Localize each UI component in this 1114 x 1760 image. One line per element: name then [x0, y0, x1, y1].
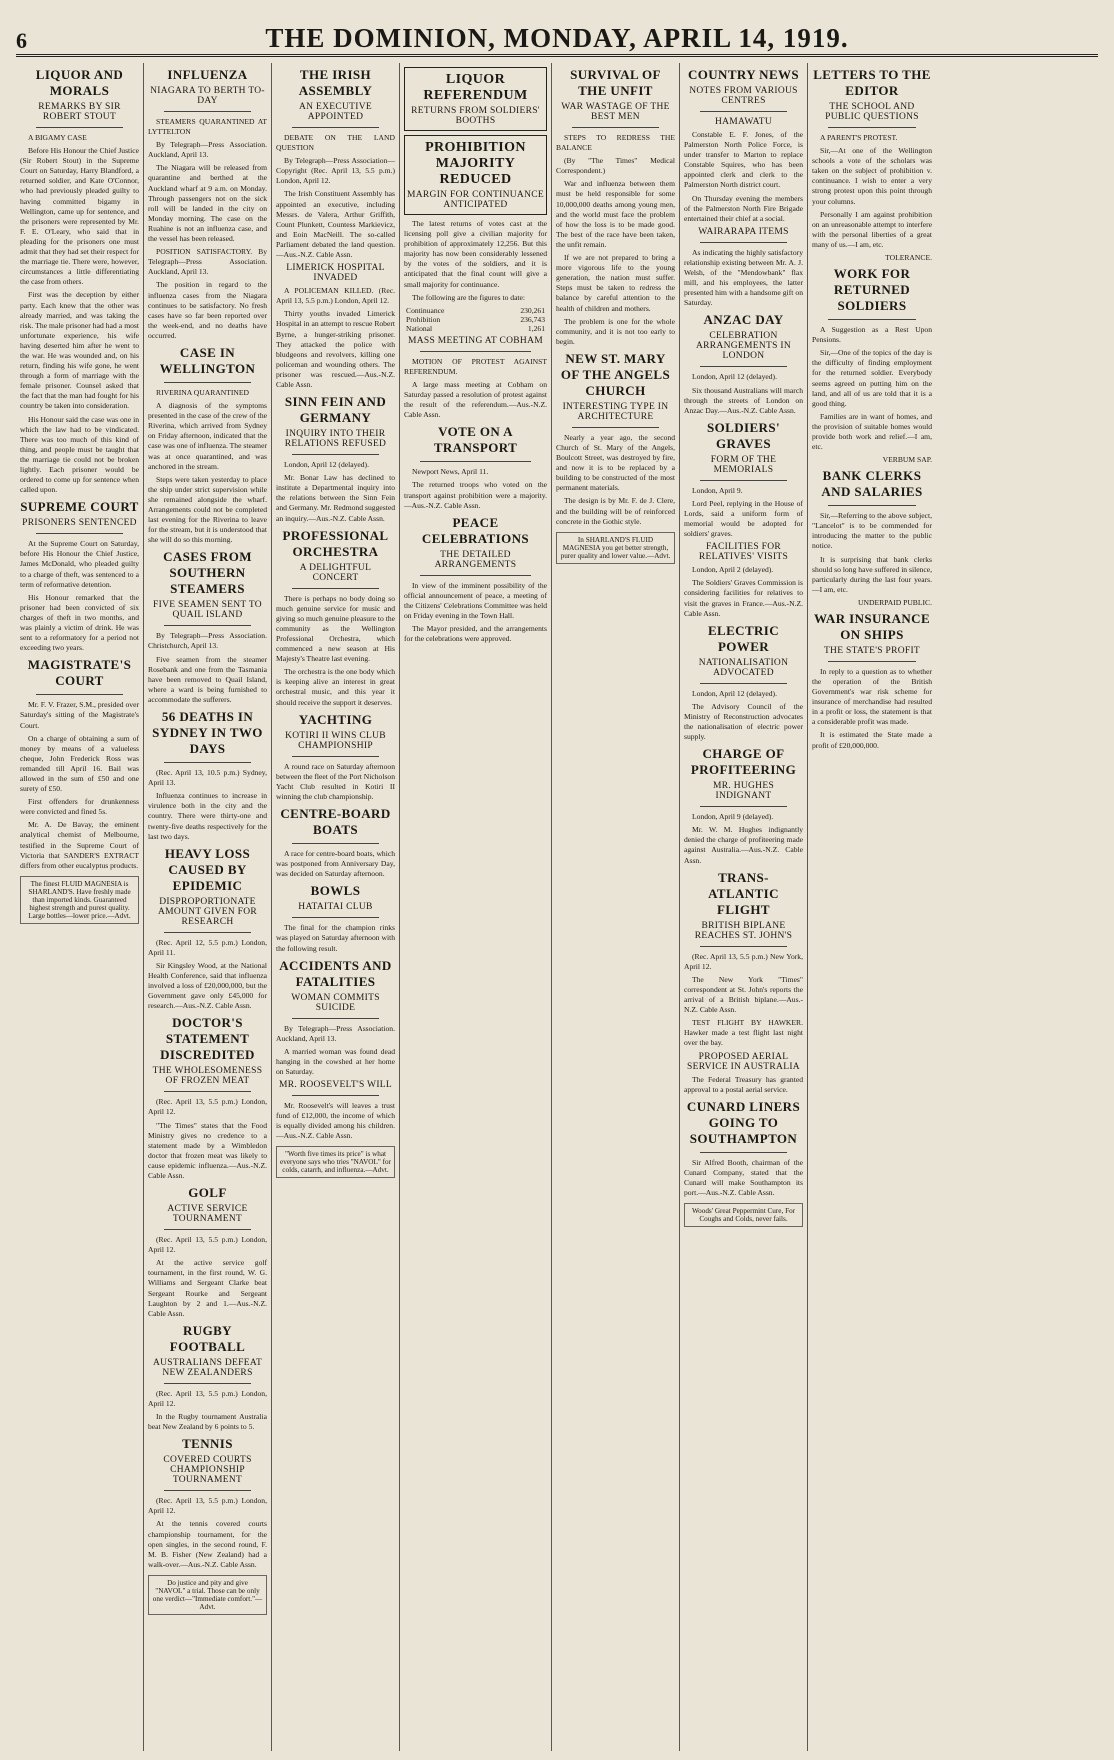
divider: [700, 1152, 787, 1153]
article-paragraph: The returned troops who voted on the transport against prohibition were a majority.—Aus.-N.Z. Cable Assn.: [404, 480, 547, 510]
article-paragraph: The Advisory Council of the Ministry of Reconstruction advocates the nationalisation of electric power supply.: [684, 701, 803, 742]
article-paragraph: POSITION SATISFACTORY. By Telegraph—Press Association. Auckland, April 13.: [148, 247, 267, 277]
article-paragraph: (Rec. April 13, 5.5 p.m.) London, April 12.: [148, 1388, 267, 1408]
article-paragraph: London, April 12 (delayed).: [692, 372, 777, 382]
divider: [420, 351, 531, 352]
vote-label: National: [406, 323, 433, 333]
article-subheadline: MR. ROOSEVELT'S WILL: [278, 1080, 392, 1091]
article-paragraph: Lord Peel, replying in the House of Lords, said a uniform form of memorial would be adopted for soldiers' graves.: [684, 498, 803, 539]
article-headline: LIQUOR REFERENDUM: [423, 72, 528, 103]
article-paragraph: A POLICEMAN KILLED. (Rec. April 13, 5.5 p.m.) London, April 12.: [276, 286, 395, 306]
divider: [36, 127, 123, 128]
article-subheadline: BRITISH BIPLANE REACHES ST. JOHN'S: [694, 920, 793, 941]
article-paragraph: The Soldiers' Graves Commission is considering facilities for relatives to visit the graves in France.—Aus.-N.Z. Cable Assn.: [684, 578, 803, 618]
letter-signature: TOLERANCE.: [885, 253, 932, 263]
article-paragraph: Sir Kingsley Wood, at the National Health Conference, said that influenza involved a loss of £20,000,000, but the Government gave only £45,000 for research.—Aus.-N.Z. Cable Assn.: [148, 960, 267, 1011]
divider: [420, 461, 531, 462]
article-subheadline: WAR WASTAGE OF THE BEST MEN: [561, 102, 670, 122]
article-subheadline: REMARKS BY SIR ROBERT STOUT: [38, 102, 121, 122]
vote-row: [404, 324, 547, 333]
divider: [164, 625, 251, 626]
article-subheadline: PROPOSED AERIAL SERVICE IN AUSTRALIA: [687, 1051, 800, 1072]
divider: [292, 756, 379, 757]
article-subheadline: FACILITIES FOR RELATIVES' VISITS: [698, 542, 789, 563]
article-paragraph: The Federal Treasury has granted approval to a postal aerial service.: [684, 1074, 803, 1094]
article-subheadline: THE DETAILED ARRANGEMENTS: [434, 549, 517, 570]
newspaper-title: THE DOMINION, MONDAY, APRIL 14, 1919.: [265, 23, 849, 53]
divider: [700, 806, 787, 807]
article-subheadline: WAIRARAPA ITEMS: [698, 226, 789, 237]
article-paragraph: The orchestra is the one body which is keeping alive an interest in great orchestral music, and this year it should receive the support it deserves.: [276, 667, 395, 707]
article-headline: MAGISTRATE'S COURT: [27, 657, 132, 689]
article-paragraph: London, April 12 (delayed).: [692, 688, 777, 698]
article-paragraph: A round race on Saturday afternoon between the fleet of the Port Nicholson Yacht Club resulted in Kotiri II winning the club championship.: [276, 761, 395, 801]
article-paragraph: A married woman was found dead hanging in the cowshed at her home on Saturday.: [276, 1046, 395, 1076]
divider: [572, 127, 659, 128]
column-5: [552, 63, 680, 1751]
article-paragraph: Sir Alfred Booth, chairman of the Cunard Company, stated that the Cunard will make Southampton its port.—Aus.-N.Z. Cable Assn.: [684, 1157, 803, 1197]
article-paragraph: "The Times" states that the Food Ministry gives no credence to a statement made by a Wimbledon doctor that frozen meat was likely to cause epidemic influenza.—Aus.-N.Z. Cable Assn.: [148, 1120, 267, 1180]
page-number: 6: [16, 28, 27, 53]
article-paragraph: Sir,—Referring to the above subject, "Lancelot" is to be commended for introducing the matter to the public notice.: [812, 511, 932, 551]
column-2: [144, 63, 272, 1751]
article-paragraph: The following are the figures to date:: [412, 292, 526, 302]
article-headline: TENNIS: [182, 1436, 233, 1452]
article-subheadline: MARGIN FOR CONTINUANCE ANTICIPATED: [407, 190, 544, 210]
article-subheadline: KOTIRI II WINS CLUB CHAMPIONSHIP: [285, 730, 386, 751]
article-paragraph: Mr. Roosevelt's will leaves a trust fund of £12,000, the income of which is equally divided among his children.—Aus.-N.Z. Cable Assn.: [276, 1101, 395, 1141]
article-headline: CASES FROM SOUTHERN STEAMERS: [163, 549, 252, 597]
article-paragraph: The Niagara will be released from quarantine and berthed at the Auckland wharf at 9 a.m. on Monday. Through passengers not on the sick roll will be landed in the city on Monday morning. The case on the Ruahine is not an influenza case, and the vessel has been released.: [148, 163, 267, 244]
columns: [16, 63, 1098, 1751]
article-paragraph: As indicating the highly satisfactory relationship existing between Mr. A. J. Welsh, of the "Mendowbank" flax mill, and his employees, the latter presented him with a handsome gift on Saturday.: [684, 247, 803, 308]
article-headline: PROFESSIONAL ORCHESTRA: [282, 527, 389, 559]
article-paragraph: It is surprising that bank clerks should so long have suffered in silence, particularly during the last four years.—I am, etc.: [812, 554, 932, 594]
divider: [164, 111, 251, 112]
article-subheadline: INTERESTING TYPE IN ARCHITECTURE: [562, 401, 669, 422]
article-subheadline: CELEBRATION ARRANGEMENTS IN LONDON: [695, 331, 791, 362]
article-headline: PROHIBITION MAJORITY REDUCED: [425, 140, 526, 187]
article-paragraph: (Rec. April 13, 5.5 p.m.) London, April 12.: [148, 1097, 267, 1117]
article-headline: VOTE ON A TRANSPORT: [433, 424, 518, 456]
article-paragraph: London, April 9 (delayed).: [692, 812, 774, 822]
article-paragraph: Newport News, April 11.: [412, 467, 489, 477]
divider: [700, 366, 787, 367]
divider: [572, 427, 659, 428]
article-paragraph: By Telegraph—Press Association. Auckland, April 13.: [276, 1023, 395, 1043]
divider: [700, 111, 787, 112]
vote-count: 236,743: [520, 314, 545, 324]
article-paragraph: On a charge of obtaining a sum of money by means of a valueless cheque, John Frederick Ross was remanded till April 16. Bail was allowed in the sum of £50 and one surety of £50.: [20, 733, 139, 794]
article-paragraph: His Honour said the case was one in which the law had to be vindicated. There was too much of this kind of thing, and people must be taught that the marriage tie could not be broken lightly. Each prisoner would be ordered to come up for sentence when called upon.: [20, 414, 139, 495]
article-paragraph: (Rec. April 12, 5.5 p.m.) London, April 11.: [148, 937, 267, 957]
article-subheadline: FIVE SEAMEN SENT TO QUAIL ISLAND: [153, 600, 262, 621]
article-paragraph: Thirty youths invaded Limerick Hospital in an attempt to rescue Robert Byrne, a hunger-striking prisoner. They attacked the police with bludgeons and revolvers, killing one policeman and wounding others. The prisoner was rescued.—Aus.-N.Z. Cable Assn.: [276, 309, 395, 389]
advertisement: Do justice and pity and give "NAVOL" a trial. Those can be only one verdict—"Immediate comfort."—Advt.: [148, 1575, 267, 1615]
divider: [164, 1383, 251, 1384]
divider: [164, 382, 251, 383]
divider: [164, 932, 251, 933]
article-paragraph: Mr. W. M. Hughes indignantly denied the charge of profiteering made against Australia.—Aus.-N.Z. Cable Assn.: [684, 825, 803, 865]
article-headline: ACCIDENTS AND FATALITIES: [279, 957, 392, 989]
article-paragraph: A large mass meeting at Cobham on Saturday passed a resolution of protest against the result of the referendum.—Aus.-N.Z. Cable Assn.: [404, 379, 547, 420]
divider: [828, 319, 916, 320]
article-paragraph: RIVERINA QUARANTINED: [156, 387, 250, 397]
advertisement: Woods' Great Peppermint Cure, For Coughs and Colds, never fails.: [684, 1203, 803, 1227]
article-headline: ANZAC DAY: [703, 312, 784, 328]
article-paragraph: London, April 12 (delayed).: [284, 460, 369, 470]
article-subheadline: MR. HUGHES INDIGNANT: [712, 781, 775, 802]
article-subheadline: NATIONALISATION ADVOCATED: [698, 657, 789, 678]
article-headline: CUNARD LINERS GOING TO SOUTHAMPTON: [686, 1098, 801, 1146]
article-paragraph: STEPS TO REDRESS THE BALANCE: [556, 133, 675, 153]
divider: [292, 1018, 379, 1019]
article-paragraph: The latest returns of votes cast at the licensing poll give a civilian majority for prohibition of approximately 12,256. But this majority has now been considerably lessened by the votes of the soldiers, and it is anticipated that the final count will give a small majority for continuance.: [404, 219, 547, 289]
article-paragraph: A race for centre-board boats, which was postponed from Anniversary Day, was decided on Saturday afternoon.: [276, 849, 395, 879]
article-paragraph: First offenders for drunkenness were convicted and fined 5s.: [20, 797, 139, 817]
letter-signature: VERBUM SAP.: [882, 455, 932, 465]
article-subheadline: THE WHOLESOMENESS OF FROZEN MEAT: [152, 1066, 263, 1087]
headline-box: [404, 67, 547, 131]
article-paragraph: A diagnosis of the symptoms presented in the case of the crew of the Riverina, which arrived from Sydney on Friday afternoon, indicated that the case was one of influenza. The steamer was at once quarantined, and was anchored in the stream.: [148, 401, 267, 471]
article-headline: RUGBY FOOTBALL: [169, 1322, 246, 1354]
article-paragraph: The position in regard to the influenza cases from the Niagara continues to be satisfactory. No fresh cases have so far been reported over the week-end, and no deaths have occurred.: [148, 280, 267, 340]
article-headline: HEAVY LOSS CAUSED BY EPIDEMIC: [164, 845, 251, 893]
article-paragraph: The design is by Mr. F. de J. Clere, and the building will be of reinforced concrete in the Gothic style.: [556, 496, 675, 526]
article-headline: BANK CLERKS AND SALARIES: [821, 468, 923, 500]
article-paragraph: (Rec. April 13, 5.5 p.m.) London, April 12.: [148, 1235, 267, 1255]
article-paragraph: In view of the imminent possibility of the official announcement of peace, a meeting of the Citizens' Celebrations Committee was held on Friday evening in the Town Hall.: [404, 580, 547, 620]
article-paragraph: Sir,—At one of the Wellington schools a vote of the scholars was taken on the subject of prohibition v. continuance. I wish to enter a very strong protest upon this point through your columns.: [812, 146, 932, 206]
divider: [420, 575, 531, 576]
article-headline: LIQUOR AND MORALS: [35, 67, 124, 98]
article-paragraph: TEST FLIGHT BY HAWKER. Hawker made a test flight last night over the bay.: [684, 1018, 803, 1048]
article-paragraph: (Rec. April 13, 5.5 p.m.) London, April 12.: [148, 1496, 267, 1516]
divider: [164, 1229, 251, 1230]
article-headline: COUNTRY NEWS: [687, 67, 800, 82]
divider: [36, 694, 123, 695]
article-paragraph: The Mayor presided, and the arrangements for the celebrations were approved.: [404, 624, 547, 644]
article-subheadline: FORM OF THE MEMORIALS: [710, 454, 777, 475]
column-6: [680, 63, 808, 1751]
divider: [828, 505, 916, 506]
divider: [292, 843, 379, 844]
divider: [292, 1095, 379, 1096]
article-headline: WORK FOR RETURNED SOLDIERS: [833, 266, 911, 314]
vote-count: 1,261: [527, 323, 545, 333]
article-paragraph: London, April 2 (delayed).: [692, 565, 774, 575]
article-paragraph: His Honour remarked that the prisoner had been convicted of six charges of theft in two months, and was plainly a victim of drink. He was sent to a reformatory for a period not exceeding two years.: [20, 592, 139, 653]
article-paragraph: War and influenza between them must be held responsible for some 10,000,000 deaths among young men, and the world must face the problem of how the loss is to be made good. The best of the race have been taken, the unfit remain.: [556, 179, 675, 249]
article-subheadline: MASS MEETING AT COBHAM: [408, 335, 543, 346]
article-headline: 56 DEATHS IN SYDNEY IN TWO DAYS: [152, 709, 263, 757]
column-7: [808, 63, 936, 1751]
divider: [292, 588, 379, 589]
divider: [36, 533, 123, 534]
article-headline: BOWLS: [310, 883, 361, 899]
article-headline: ELECTRIC POWER: [707, 622, 780, 654]
column-1: [16, 63, 144, 1751]
article-headline: DOCTOR'S STATEMENT DISCREDITED: [160, 1015, 255, 1063]
article-paragraph: Families are in want of homes, and the provision of suitable homes would provide both work and relief.—I am, etc.: [812, 411, 932, 452]
article-paragraph: Mr. Bonar Law has declined to institute a Departmental inquiry into the relations between the Sinn Fein and Germany. Mr. Redmond suggested an inquiry.—Aus.-N.Z. Cable Assn.: [276, 473, 395, 523]
article-headline: SUPREME COURT: [20, 499, 139, 515]
article-paragraph: A BIGAMY CASE: [28, 133, 87, 142]
divider: [164, 1490, 251, 1491]
article-headline: YACHTING: [298, 711, 373, 727]
article-paragraph: In the Rugby tournament Australia beat New Zealand by 6 points to 5.: [148, 1412, 267, 1432]
advertisement: The finest FLUID MAGNESIA is SHARLAND'S. Have freshly made than imported kinds. Guaranteed highest strength and purest quality. Large bottles—lower price.—Advt.: [20, 876, 139, 924]
article-headline: CHARGE OF PROFITEERING: [690, 746, 797, 778]
article-headline: CASE IN WELLINGTON: [159, 344, 256, 376]
article-paragraph: DEBATE ON THE LAND QUESTION: [276, 133, 395, 153]
article-paragraph: Before His Honour the Chief Justice (Sir Robert Stout) in the Supreme Court on Saturday, Harry Blandford, a returned soldier, and Kate O'Connor, who had previously pleaded guilty to having committed bigamy in Wellington, came up for sentence, and the prisoners were represented by Mr. F. E. O'Leary, who said that in pleading for the prisoners one must admit that they had set their respect for the marriage tie. There were, however, circumstances a little differentiating the case from others.: [20, 146, 139, 287]
divider: [700, 946, 787, 947]
article-subheadline: NIAGARA TO BERTH TO-DAY: [150, 86, 265, 106]
divider: [292, 127, 379, 128]
vote-label: Prohibition: [406, 314, 441, 324]
masthead: [16, 14, 1098, 57]
article-subheadline: THE SCHOOL AND PUBLIC QUESTIONS: [825, 102, 919, 122]
article-paragraph: The problem is one for the whole community, and it is not too early to begin.: [556, 316, 675, 346]
article-headline: SURVIVAL OF THE UNFIT: [570, 67, 661, 98]
divider: [828, 127, 916, 128]
article-paragraph: At the tennis covered courts championship tournament, for the open singles, in the second round, F. M. B. Fisher (New Zealand) had a walk-over.—Aus.-N.Z. Cable Assn.: [148, 1519, 267, 1569]
article-paragraph: In reply to a question as to whether the operation of the British Government's war risk scheme for insurance of merchandise had resulted in a profit or loss, the statement is that a considerable profit was made.: [812, 666, 932, 727]
vote-row: [404, 315, 547, 324]
article-paragraph: The Irish Constituent Assembly has appointed an executive, including Messrs. de Valera, Arthur Griffith, Count Plunkett, Countess Markievicz, and Eoin MacNeill. The so-called Parliament debated the land question.—Aus.-N.Z. Cable Assn.: [276, 189, 395, 260]
article-paragraph: (Rec. April 13, 5.5 p.m.) New York, April 12.: [684, 951, 803, 971]
article-subheadline: RETURNS FROM SOLDIERS' BOOTHS: [411, 106, 540, 126]
article-headline: INFLUENZA: [167, 67, 248, 82]
article-subheadline: NOTES FROM VARIOUS CENTRES: [689, 86, 798, 106]
article-paragraph: Personally I am against prohibition on an unreasonable attempt to interfere with the personal liberties of a great many of us.—I am, etc.: [812, 209, 932, 249]
divider: [700, 480, 787, 481]
divider: [292, 454, 379, 455]
article-subheadline: LIMERICK HOSPITAL INVADED: [286, 263, 385, 284]
divider: [828, 661, 916, 662]
article-paragraph: On Thursday evening the members of the Palmerston North Fire Brigade entertained their chief at a social.: [684, 193, 803, 223]
headline-box: [404, 135, 547, 215]
article-paragraph: It is estimated the State made a profit of £20,000,000.: [812, 730, 932, 750]
article-headline: TRANS-ATLANTIC FLIGHT: [708, 869, 779, 917]
article-subheadline: ACTIVE SERVICE TOURNAMENT: [167, 1204, 248, 1225]
article-headline: NEW ST. MARY OF THE ANGELS CHURCH: [560, 350, 671, 398]
article-paragraph: London, April 9.: [692, 485, 743, 495]
advertisement: In SHARLAND'S FLUID MAGNESIA you get better strength, purer quality and lower value.—Advt.: [556, 532, 675, 564]
divider: [700, 242, 787, 243]
article-headline: LETTERS TO THE EDITOR: [813, 67, 931, 98]
article-paragraph: First was the deception by either party. Each knew that the other was already married, and was taking the risk. The male prisoner had had a most unfortunate experience, his wife having deserted him after he went to the war. He was wounded and, on his return, finding his wife gone, he went through a form of marriage with the female prisoner. Counsel asked that the fact that the man had fought for his country be taken into consideration.: [20, 290, 139, 411]
vote-label: Continuance: [406, 305, 445, 315]
article-paragraph: (By "The Times" Medical Correspondent.): [556, 156, 675, 176]
article-subheadline: THE STATE'S PROFIT: [823, 645, 921, 656]
article-paragraph: Constable E. F. Jones, of the Palmerston North Police Force, is under transfer to Marton to replace Constable Squires, who has been appointed clerk and clerk to the Palmerston North district court.: [684, 130, 803, 190]
article-paragraph: By Telegraph—Press Association. Auckland, April 13.: [148, 140, 267, 160]
article-subheadline: HATAITAI CLUB: [298, 902, 373, 913]
divider: [164, 1091, 251, 1092]
article-paragraph: The New York "Times" correspondent at St. John's reports the arrival of a British biplane.—Aus.-N.Z. Cable Assn.: [684, 974, 803, 1015]
article-paragraph: Five seamen from the steamer Rosebank and one from the Tasmania have been removed to Quail Island, where a ward is being furnished to accommodate the sufferers.: [148, 654, 267, 704]
article-subheadline: COVERED COURTS CHAMPIONSHIP TOURNAMENT: [163, 1455, 252, 1486]
advertisement: "Worth five times its price" is what everyone says who tries "NAVOL" for colds, catarrh, and influenza.—Advt.: [276, 1146, 395, 1178]
article-headline: SINN FEIN AND GERMANY: [284, 394, 387, 426]
article-paragraph: At the active service golf tournament, in the first round, W. G. Williams and Sergeant Clarke beat Sergeant Rourke and Sergeant Laughton by 2 and 1.—Aus.-N.Z. Cable Assn.: [148, 1258, 267, 1318]
article-paragraph: A Suggestion as a Rest Upon Pensions.: [812, 325, 932, 345]
article-paragraph: STEAMERS QUARANTINED AT LYTTELTON: [148, 117, 267, 137]
divider: [700, 683, 787, 684]
divider: [292, 917, 379, 918]
article-headline: PEACE CELEBRATIONS: [421, 514, 530, 546]
article-paragraph: Influenza continues to increase in virulence both in the city and the country. There were thirty-one and twenty-five deaths respectively for the last two days.: [148, 791, 267, 841]
vote-row: [404, 306, 547, 315]
article-paragraph: By Telegraph—Press Association—Copyright (Rec. April 13, 5.5 p.m.) London, April 12.: [276, 156, 395, 186]
article-paragraph: Nearly a year ago, the second Church of St. Mary of the Angels, Boulcott Street, was destroyed by fire, and now it is to be replaced by a building to be constructed of the most permanent materials.: [556, 432, 675, 493]
column-4: [400, 63, 552, 1751]
article-headline: WAR INSURANCE ON SHIPS: [813, 610, 931, 642]
article-paragraph: There is perhaps no body doing so much genuine service for music and giving so much genuine pleasure to the community as the Wellington Professional Orchestra, which commenced a new season at His Majesty's Theatre last evening.: [276, 593, 395, 664]
article-subheadline: AUSTRALIANS DEFEAT NEW ZEALANDERS: [152, 1357, 263, 1378]
article-subheadline: AN EXECUTIVE APPOINTED: [299, 102, 372, 122]
article-paragraph: (Rec. April 13, 10.5 p.m.) Sydney, April 13.: [148, 768, 267, 788]
article-headline: CENTRE-BOARD BOATS: [280, 806, 391, 838]
article-paragraph: If we are not prepared to bring a more vigorous life to the young generation, the nation must suffer. Steps must be taken to redress the balance by careful attention to the health of children and mothers.: [556, 253, 675, 313]
article-paragraph: Steps were taken yesterday to place the ship under strict supervision while she remained alongside the wharf. Arrangements could not be completed last evening for the Riverina to leave for the stream, but it is understood that she will do so this morning.: [148, 474, 267, 545]
article-paragraph: MOTION OF PROTEST AGAINST REFERENDUM.: [404, 356, 547, 376]
article-paragraph: Mr. A. De Bavay, the eminent analytical chemist of Melbourne, testified in the Supreme Court of Victoria that SANDER'S EXTRACT differs from other eucalyptus products.: [20, 820, 139, 870]
article-subheadline: A DELIGHTFUL CONCERT: [299, 562, 372, 583]
article-paragraph: At the Supreme Court on Saturday, before His Honour the Chief Justice, James McDonald, who pleaded guilty to a charge of theft, was sentenced to a term of reformative detention.: [20, 539, 139, 589]
article-paragraph: Sir,—One of the topics of the day is the difficulty of finding employment for the returned soldier. Everybody seems agreed on putting him on the land, and all of us are told that it is a good thing.: [812, 348, 932, 408]
vote-table: [404, 306, 547, 333]
article-paragraph: The final for the champion rinks was played on Saturday afternoon with the following result.: [276, 923, 395, 953]
article-subheadline: PRISONERS SENTENCED: [22, 518, 137, 529]
vote-count: 230,261: [520, 305, 545, 315]
column-3: [272, 63, 400, 1751]
article-paragraph: Six thousand Australians will march through the streets of London on Anzac Day.—Aus.-N.Z. Cable Assn.: [684, 385, 803, 415]
article-subheadline: WOMAN COMMITS SUICIDE: [291, 992, 380, 1013]
article-subheadline: HAMAWATU: [714, 117, 773, 127]
article-subheadline: INQUIRY INTO THEIR RELATIONS REFUSED: [284, 429, 387, 450]
article-subheadline: DISPROPORTIONATE AMOUNT GIVEN FOR RESEARCH: [157, 896, 258, 927]
letter-signature: UNDERPAID PUBLIC.: [858, 597, 932, 607]
article-paragraph: By Telegraph—Press Association. Christchurch, April 13.: [148, 631, 267, 651]
article-paragraph: Mr. F. V. Frazer, S.M., presided over Saturday's sitting of the Magistrate's Court.: [20, 700, 139, 730]
article-headline: GOLF: [188, 1185, 227, 1201]
article-headline: SOLDIERS' GRAVES: [707, 419, 780, 451]
divider: [164, 762, 251, 763]
article-paragraph: A PARENT'S PROTEST.: [820, 133, 898, 142]
article-headline: THE IRISH ASSEMBLY: [298, 67, 373, 98]
